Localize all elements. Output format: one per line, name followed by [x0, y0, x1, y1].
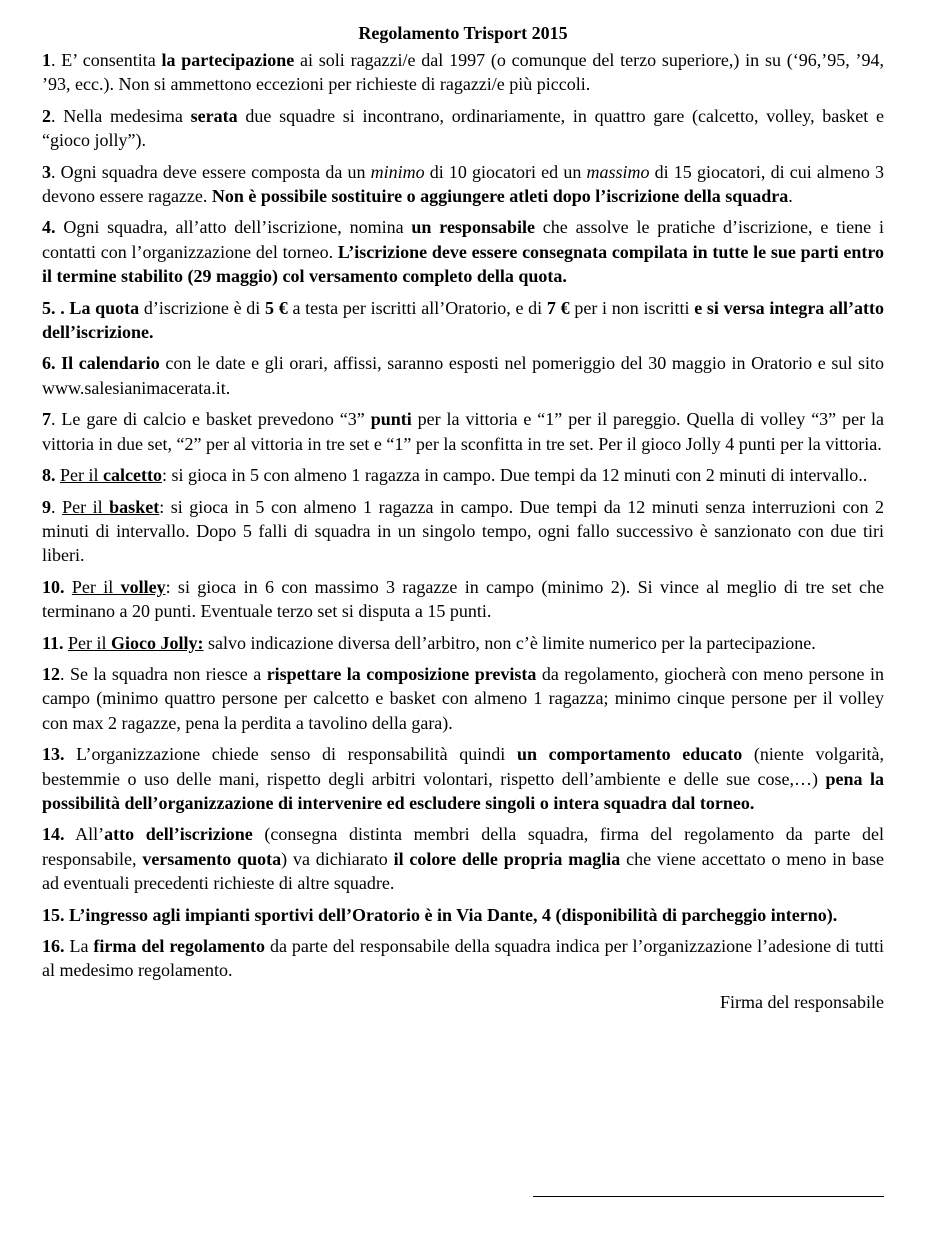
rule-paragraph [42, 495, 884, 568]
rule-text-segment: con le date e gli orari, affissi, saranno esposti nel pomeriggio del 30 maggio in Oratorio e sul sito www.salesianimacerata.it. [42, 353, 884, 398]
rule-text-segment: per la vittoria e “1” per il pareggio. Quella di volley “3” per la vittoria in due set, “2” per al vittoria in tre set e “1” per la sconfitta in tre set. Per il gioco Jolly 4 punti per la vittoria. [42, 409, 884, 454]
rule-text-segment: 10. [42, 576, 65, 597]
rule-paragraph [42, 48, 884, 97]
rule-paragraph [42, 351, 884, 400]
rule-text-segment: . [788, 186, 793, 207]
rule-paragraph [42, 407, 884, 456]
rule-text-segment: a testa per iscritti all’Oratorio, e di [287, 297, 547, 318]
rules-list [42, 48, 884, 983]
rule-paragraph [42, 662, 884, 735]
rule-text-segment: : si gioca in 5 con almeno 1 ragazza in campo. Due tempi da 12 minuti senza interruzioni con 2 minuti di intervallo. Dopo 5 falli di squadra in un singolo tempo, ogni fallo successivo è sanzionato con due tiri liberi. [42, 496, 884, 566]
rule-text-segment: 3 [42, 161, 51, 182]
rule-paragraph [42, 575, 884, 624]
rule-paragraph [42, 934, 884, 983]
document-title: Regolamento Trisport 2015 [358, 23, 568, 43]
rule-paragraph [42, 104, 884, 153]
rule-text-segment: 5 € [265, 297, 288, 318]
rule-text-segment: due squadre si incontrano, ordinariamente, in quattro gare (calcetto, volley, basket e “gioco jolly”). [42, 105, 884, 151]
rule-text-segment: rispettare la composizione prevista [266, 663, 537, 684]
rule-text-segment: 4. [42, 217, 56, 238]
rule-text-segment: : si gioca in 5 con almeno 1 ragazza in campo. Due tempi da 12 minuti con 2 minuti di intervallo.. [161, 465, 868, 486]
rule-text-segment: 9 [42, 496, 51, 517]
rule-text-segment: basket [109, 496, 160, 517]
rule-text-segment: serata [190, 105, 238, 126]
rule-text-segment: punti [370, 409, 412, 430]
rule-text-segment: Non è possibile sostituire o aggiungere atleti dopo l’iscrizione della squadra [211, 186, 789, 207]
rule-text-segment: 12 [42, 663, 60, 684]
rule-text-segment: 8. [42, 465, 56, 486]
rule-text-segment: Per il [68, 632, 112, 653]
rule-text-segment: . Se la squadra non riesce a [60, 663, 267, 684]
rule-text-segment: un responsabile [411, 217, 535, 238]
rule-text-segment: d’iscrizione è di [139, 297, 266, 318]
rule-text-segment: atto dell’iscrizione [104, 824, 253, 845]
rule-text-segment: All’ [64, 824, 105, 845]
rule-text-segment: 1 [42, 50, 51, 70]
rule-text-segment: . Ogni squadra deve essere composta da un [51, 161, 371, 182]
rule-text-segment: . Le gare di calcio e basket prevedono “3” [51, 409, 371, 430]
rule-text-segment: : si gioca in 6 con massimo 3 ragazze in campo (minimo 2). Si vince al meglio di tre set che terminano a 20 punti. Eventuale terzo set si disputa a 15 punti. [42, 576, 885, 622]
rule-text-segment: . [51, 496, 63, 517]
rule-paragraph [42, 822, 884, 895]
rule-text-segment: che viene accettato o meno in base ad eventuali precedenti richieste di altre squadre. [42, 848, 884, 894]
rule-text-segment: 5. . La quota [42, 297, 140, 318]
rule-text-segment: ) va dichiarato [281, 848, 394, 869]
rule-text-segment: il colore delle propria maglia [393, 848, 621, 869]
rule-text-segment: (niente volgarità, bestemmie o uso delle mani, rispetto degli arbitri volontari, rispetto dell’ambiente e delle sue cose,…) [42, 744, 885, 789]
rule-text-segment: un comportamento educato [516, 744, 743, 765]
rule-text-segment: . Nella medesima [51, 105, 191, 126]
rule-text-segment: volley [120, 576, 166, 597]
rule-text-segment: versamento quota [142, 848, 282, 869]
rule-paragraph [42, 160, 884, 209]
rule-paragraph [42, 215, 884, 288]
rule-text-segment: 7 [42, 409, 51, 430]
rule-text-segment: minimo [370, 161, 425, 182]
rule-text-segment: 16. [42, 936, 65, 956]
rule-text-segment: la partecipazione [161, 50, 295, 70]
rule-text-segment: Gioco Jolly: [111, 632, 204, 653]
rule-text-segment: di 15 giocatori, di cui almeno 3 devono essere ragazze. [42, 161, 885, 207]
rule-text-segment: 13. [42, 744, 65, 765]
rule-text-segment: Ogni squadra, all’atto dell’iscrizione, nomina [55, 217, 412, 238]
rule-text-segment: 15. L’ingresso agli impianti sportivi dell’Oratorio è in Via Dante, 4 (disponibilità di parcheggio interno). [42, 904, 838, 925]
rule-text-segment: 7 € [546, 297, 570, 318]
rule-text-segment [65, 577, 72, 597]
rule-text-segment: di 10 giocatori ed un [424, 161, 587, 182]
rule-text-segment: calcetto [103, 465, 162, 486]
rule-text-segment: 6. Il calendario [42, 353, 160, 374]
rule-paragraph [42, 903, 884, 927]
rule-paragraph [42, 296, 884, 345]
signature-line [533, 1196, 884, 1197]
rule-text-segment: ai soli ragazzi/e dal 1997 (o comunque del terzo superiore,) in su (‘96,’95, ’94, ’93, ecc.). Non si ammettono eccezioni per richieste di ragazzi/e più piccoli. [42, 50, 884, 95]
rule-text-segment: da parte del responsabile della squadra indica per l’organizzazione l’adesione di tutti al medesimo regolamento. [42, 936, 884, 981]
rule-text-segment: salvo indicazione diversa dell’arbitro, non c’è limite numerico per la partecipazione. [203, 632, 816, 653]
document-page [42, 22, 884, 1014]
rule-text-segment: e si versa integra all’atto dell’iscrizione. [42, 297, 885, 343]
rule-text-segment: da regolamento, giocherà con meno persone in campo (minimo quattro persone per calcetto e basket con almeno 1 ragazza; minimo cinque persone per il volley con max 2 ragazze, pena la perdita a tavolino della gara). [42, 663, 884, 733]
rule-paragraph [42, 631, 884, 655]
rule-text-segment: pena la possibilità dell’organizzazione di intervenire ed escludere singoli o intera squadra dal torneo. [42, 768, 884, 813]
rule-text-segment: per i non iscritti [569, 297, 695, 318]
rule-text-segment: massimo [586, 161, 650, 182]
rule-text-segment: 14. [42, 824, 65, 845]
rule-text-segment: La [64, 936, 94, 956]
rule-text-segment: che assolve le pratiche d’iscrizione, e tiene i contatti con l’organizzazione del torneo. [42, 217, 885, 262]
rule-paragraph [42, 463, 884, 487]
signature-label: Firma del responsabile [720, 991, 884, 1012]
rule-text-segment: firma del regolamento [93, 936, 265, 956]
rule-text-segment: (consegna distinta membri della squadra, firma del regolamento da parte del responsabile, [42, 824, 884, 869]
rule-text-segment: L’organizzazione chiede senso di responsabilità quindi [64, 744, 517, 765]
rule-paragraph [42, 742, 884, 815]
rule-text-segment: Per il [71, 576, 121, 597]
rule-text-segment: Per il [60, 465, 103, 486]
rule-text-segment: 2 [42, 105, 51, 126]
rule-text-segment: L’iscrizione deve essere consegnata compilata in tutte le sue parti entro il termine stabilito (29 maggio) col versamento completo della quota. [42, 241, 884, 287]
rule-text-segment: . E’ consentita [51, 50, 162, 70]
rule-text-segment: 11. [42, 632, 64, 653]
rule-text-segment: Per il [62, 496, 110, 517]
